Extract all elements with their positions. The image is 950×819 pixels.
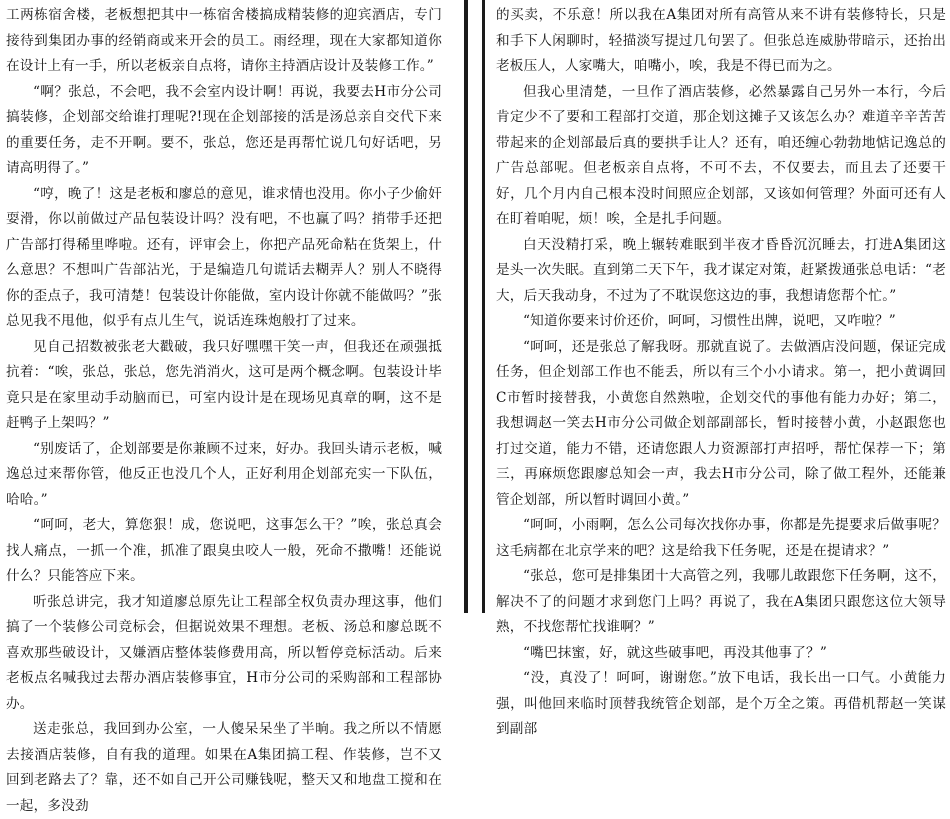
left-paragraph-4: 见自己招数被张老大戳破，我只好嘿嘿干笑一声，但我还在顽强抵抗着：“唉，张总，张总，您先消消火，这可是两个概念啊。包装设计毕竟只是在家里动手动脑而已，可室内设计是在现场见真章的啊，这不是赶鸭子上架吗？” (6, 338, 442, 431)
right-paragraph-7: “张总，您可是排集团十大高管之列，我哪儿敢跟您下任务啊，这不，解决不了的问题才求到您门上吗？再说了，我在A集团只跟您这位大领导熟，不找您帮忙找谁啊？” (496, 568, 946, 635)
book-gutter (462, 0, 488, 613)
left-paragraph-1: 工两栋宿舍楼，老板想把其中一栋宿舍楼搞成精装修的迎宾酒店，专门接待到集团办事的经销商或来开会的员工。雨经理，现在大家都知道你在设计上有一手，所以老板亲自点将，请你主持酒店设计及装修工作。” (6, 7, 442, 74)
right-paragraph-6: “呵呵，小雨啊，怎么公司每次找你办事，你都是先提要求后做事呢？这毛病都在北京学来的吧？这是给我下任务呢，还是在提请求？” (496, 517, 946, 559)
right-paragraph-9: “没，真没了！呵呵，谢谢您。”放下电话，我长出一口气。小黄能力强，叫他回来临时顶替我统管企划部，是个万全之策。再借机帮赵一笑谋到副部 (496, 670, 946, 737)
right-paragraph-4: “知道你要来讨价还价，呵呵，习惯性出牌，说吧，又咋啦？” (523, 313, 896, 329)
left-paragraph-2: “啊？张总，不会吧，我不会室内设计啊！再说，我要去H市分公司搞装修，企划部交给谁打理呢?!现在企划部接的活是汤总亲自交代下来的重要任务，走不开啊。要不，张总，您还是再帮忙说几句好话吧，另请高明得了。” (6, 83, 442, 176)
page-edge-left (464, 0, 468, 613)
right-page (488, 0, 950, 737)
left-paragraph-3: “哼，晚了！这是老板和廖总的意见，谁求情也没用。你小子少偷奸耍滑，你以前做过产品包装设计吗？没有吧，不也赢了吗？捎带手还把广告部打得稀里哗啦。还有，评审会上，你把产品死命粘在货架上，什么意思？不想叫广告部沾光，于是编造几句谎话去糊弄人？别人不晓得你的歪点子，我可清楚！包装设计你能做，室内设计你就不能做吗？”张总见我不甩他，似乎有点儿生气，说话连珠炮般打了过来。 (6, 185, 442, 329)
right-paragraph-8: “嘴巴抹蜜，好，就这些破事吧，再没其他事了？” (523, 644, 827, 661)
left-paragraph-7: 听张总讲完，我才知道廖总原先让工程部全权负责办理这事，他们搞了一个装修公司竞标会，但据说效果不理想。老板、汤总和廖总既不喜欢那些破设计，又嫌酒店整体装修费用高，所以暂停竞标活动。后来老板点名喊我过去帮办酒店装修事宜，H市分公司的采购部和工程部协办。 (6, 593, 442, 712)
left-paragraph-8: 送走张总，我回到办公室，一人傻呆呆坐了半晌。我之所以不情愿去接酒店装修，自有我的道理。如果在A集团搞工程、作装修，岂不又回到老路去了？靠，还不如自己开公司赚钱呢，整天又和地盘工搅和在一起，多没劲 (6, 721, 442, 814)
left-paragraph-5: “别废话了，企划部要是你兼顾不过来，好办。我回头请示老板，喊逸总过来帮你管，他反正也没几个人，正好利用企划部充实一下队伍，哈哈。” (6, 440, 442, 508)
page-edge-right (482, 0, 485, 613)
right-paragraph-5: “呵呵，还是张总了解我呀。那就直说了。去做酒店没问题，保证完成任务，但企划部工作也不能丢，所以有三个小小请求。第一，把小黄调回C市暂时接替我，小黄您自然熟啦，企划交代的事他有能力办好；第二，我想调赵一笑去H市分公司做企划部副部长，暂时接替小黄，小赵跟您也打过交道，能力不错，还请您跟人力资源部打声招呼，帮忙保荐一下；第三，再麻烦您跟廖总知会一声，我去H市分公司，除了做工程外，还能兼管企划部，所以暂时调回小黄。” (496, 338, 946, 508)
right-paragraph-1: 的买卖，不乐意！所以我在A集团对所有高管从来不讲有装修特长，只是和手下人闲聊时，轻描淡写提过几句罢了。但张总连威胁带暗示，还抬出老板压人，人家嘴大，咱嘴小，唉，我是不得已而为之。 (496, 7, 946, 74)
left-page (0, 0, 462, 814)
left-paragraph-6: “呵呵，老大，算您狠！成，您说吧，这事怎么干？”唉，张总真会找人痛点，一抓一个准，抓准了跟臭虫咬人一般，死命不撒嘴！还能说什么？只能答应下来。 (6, 517, 442, 584)
right-paragraph-3: 白天没精打采，晚上辗转难眠到半夜才昏昏沉沉睡去，打进A集团这是头一次失眠。直到第二天下午，我才谋定对策，赶紧拨通张总电话：“老大，后天我动身，不过为了不耽误您这边的事，我想请您帮个忙。” (496, 236, 946, 304)
right-paragraph-2: 但我心里清楚，一旦作了酒店装修，必然暴露自己另外一本行，今后肯定少不了要和工程部打交道，那企划这摊子又该怎么办？难道辛辛苦苦带起来的企划部最后真的要拱手让人？还有，咱还缠心勃勃地惦记逸总的广告总部呢。但老板亲自点将，不可不去，不仅要去，而且去了还要干好，几个月内自己根本没时间照应企划部，又该如何管理？外面可还有人在盯着咱呢，烦！唉，全是扎手问题。 (496, 83, 946, 227)
